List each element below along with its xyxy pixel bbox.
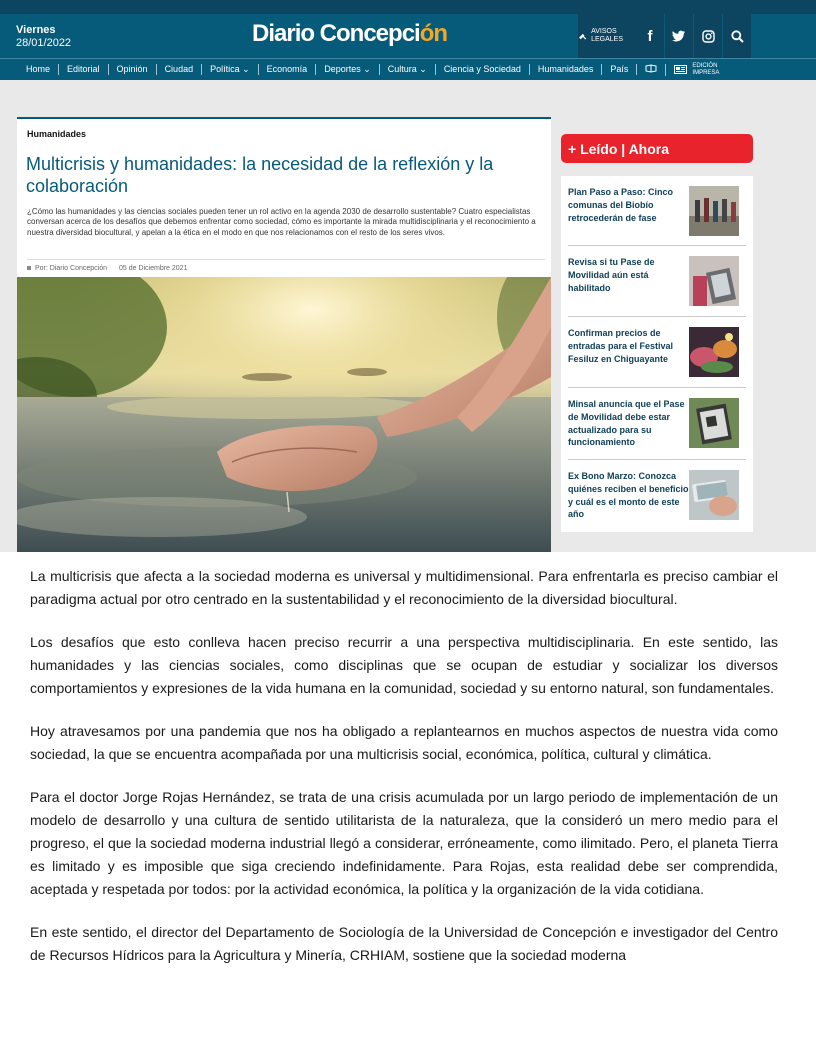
nav-editorial[interactable]: Editorial xyxy=(59,64,109,75)
thumbnail-image xyxy=(689,327,739,377)
search-button[interactable] xyxy=(723,14,751,58)
edicion-impresa-label: EDICIÓN IMPRESA xyxy=(692,62,720,76)
list-item[interactable] xyxy=(568,460,746,532)
logo-accent: ón xyxy=(419,20,448,47)
nav-pais[interactable]: País xyxy=(602,64,637,75)
nav-deportes[interactable]: Deportes ⌄ xyxy=(316,64,380,75)
twitter-button[interactable] xyxy=(665,14,693,58)
sidebar-item-title[interactable]: Confirman precios de entradas para el Festival Fesiluz en Chiguayante xyxy=(568,328,674,364)
thumbnail-image xyxy=(689,186,739,236)
facebook-button[interactable] xyxy=(636,14,664,58)
sidebar-item-title[interactable]: Revisa si tu Pase de Movilidad aún está habilitado xyxy=(568,257,655,293)
article-paragraph: Los desafíos que esto conlleva hacen preciso recurrir a una perspectiva multidisciplinaria. En este sentido, las humanidades y las ciencias sociales, como disciplinas que se ocupan de estudiar y socializar los diversos comportamientos y expresiones de la vida humana en la comunidad, sociedad y su entorno natural, son fundamentales. xyxy=(30,634,778,696)
header-date-value: 28/01/2022 xyxy=(16,37,72,49)
sidebar-item-title[interactable]: Ex Bono Marzo: Conozca quiénes reciben el beneficio y cuál es el monto de este año xyxy=(568,471,689,520)
article-paragraph: Hoy atravesamos por una pandemia que nos ha obligado a replantearnos en muchos aspectos de nuestra vida como sociedad, la que se encuentra acompañada por una multicrisis social, económica, política, cultural y climática. xyxy=(30,723,778,762)
nav-opinion[interactable]: Opinión xyxy=(109,64,157,75)
instagram-icon xyxy=(702,30,715,43)
hands-water-image xyxy=(17,277,551,552)
thumbnail-image xyxy=(689,398,739,448)
list-item[interactable] xyxy=(568,317,746,388)
translate-icon xyxy=(645,64,657,73)
article-paragraph: Para el doctor Jorge Rojas Hernández, se trata de una crisis acumulada por un largo periodo de implementación de un modelo de desarrollo y una cultura de sentido utilitarista de la naturaleza, que la consideró un mero medio para el progreso, el que la sociedad moderna industrial llegó a considerar, erróneamente, como ilimitado. Pero, el planeta Tierra es limitado y es imposible que siga creciendo indefinidamente. Para Rojas, esta realidad debe ser comprendida, aceptada y respetada por todos: por la actividad económica, la política y la organización de la vida cotidiana. xyxy=(30,789,778,897)
article-paragraph: En este sentido, el director del Departamento de Sociología de la Universidad de Concepción e investigador del Centro de Recursos Hídricos para la Agricultura y Minería, CRHIAM, sostiene que la sociedad moderna xyxy=(30,924,778,963)
nav-edicion-impresa[interactable] xyxy=(666,63,732,77)
most-read-sidebar xyxy=(561,176,753,532)
main-nav xyxy=(0,58,816,80)
nav-humanidades[interactable]: Humanidades xyxy=(530,64,603,75)
article-section[interactable]: Humanidades xyxy=(27,129,87,139)
article-lead: ¿Cómo las humanidades y las ciencias sociales pueden tener un rol activo en la agenda 2030 de desarrollo sustentable? Cuatro especialistas conversan acerca de los desafíos que debemos enfrentar como sociedad, cómo es importante la mirada multidisciplinaria y el reconocimiento a nuestra diversidad biocultural, y apelan a la ética en el modo en que nos relacionamos con el resto de los seres vivos. xyxy=(27,207,536,237)
logo-text: Diario Concepci xyxy=(252,20,420,47)
article-body xyxy=(30,565,778,987)
top-header xyxy=(0,0,816,58)
article-date: 05 de Diciembre 2021 xyxy=(118,265,188,272)
avisos-legales-button[interactable] xyxy=(578,14,636,58)
article-title: Multicrisis y humanidades: la necesidad de la reflexión y la colaboración xyxy=(26,154,494,196)
list-item[interactable] xyxy=(568,246,746,317)
header-date xyxy=(16,24,71,49)
avisos-label: AVISOS LEGALES xyxy=(591,28,623,43)
article-paragraph: La multicrisis que afecta a la sociedad moderna es universal y multidimensional. Para enfrentarla es preciso cambiar el paradigma actual por otro centrado en la sustentabilidad y el reconocimiento de la diversidad biocultural. xyxy=(30,568,778,607)
twitter-icon xyxy=(672,30,686,42)
nav-economia[interactable]: Economía xyxy=(259,64,317,75)
gavel-icon xyxy=(578,30,587,42)
list-item[interactable] xyxy=(568,388,746,460)
nav-cultura[interactable]: Cultura ⌄ xyxy=(380,64,436,75)
sidebar-item-title[interactable]: Plan Paso a Paso: Cinco comunas del Biobío retrocederán de fase xyxy=(568,187,674,223)
thumbnail-image xyxy=(689,256,739,306)
bullet-icon xyxy=(27,266,31,270)
search-icon xyxy=(731,30,744,43)
site-logo[interactable] xyxy=(252,20,447,48)
nav-home[interactable]: Home xyxy=(18,64,59,75)
newspaper-icon xyxy=(674,65,687,74)
sidebar-title: + Leído | Ahora xyxy=(561,134,753,163)
list-item[interactable] xyxy=(568,176,746,246)
nav-ciencia-sociedad[interactable]: Ciencia y Sociedad xyxy=(436,64,530,75)
nav-ciudad[interactable]: Ciudad xyxy=(157,64,203,75)
article-author: Por: Diario Concepción xyxy=(35,265,107,272)
thumbnail-image xyxy=(689,470,739,520)
nav-politica[interactable]: Política ⌄ xyxy=(202,64,259,75)
hero-image xyxy=(17,277,551,552)
header-day: Viernes xyxy=(16,24,56,36)
article-meta xyxy=(27,259,545,272)
sidebar-item-title[interactable]: Minsal anuncia que el Pase de Movilidad debe estar actualizado para su funcionamiento xyxy=(568,399,685,448)
article-header xyxy=(17,117,551,277)
facebook-icon: f xyxy=(647,27,653,45)
instagram-button[interactable] xyxy=(694,14,722,58)
nav-translate[interactable] xyxy=(637,64,666,76)
